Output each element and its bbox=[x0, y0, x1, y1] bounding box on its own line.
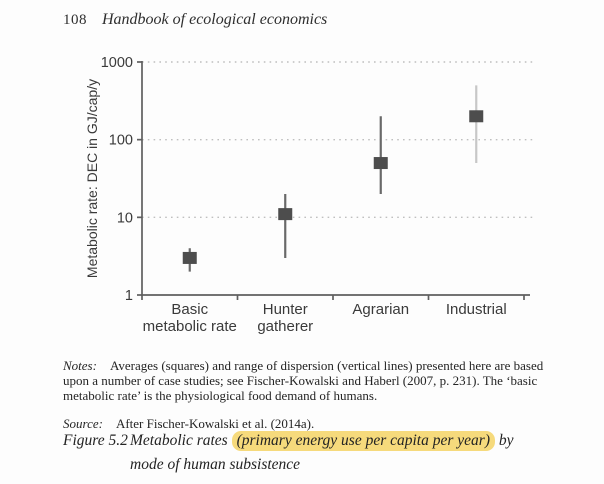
notes-line-1: Averages (squares) and range of dispersion (vertical lines) presented here are based bbox=[109, 358, 544, 373]
caption-line-2: mode of human subsistence bbox=[130, 455, 301, 473]
caption-text-after: by bbox=[494, 432, 514, 449]
source-text: After Fischer-Kowalski et al. (2014a). bbox=[115, 416, 315, 431]
figure-caption-label: Figure 5.2 bbox=[63, 432, 128, 449]
y-tick-label: 1000 bbox=[100, 54, 133, 71]
notes-line-3: metabolic rate’ is the physiological food demand of humans. bbox=[63, 387, 378, 403]
y-axis-title: Metabolic rate: DEC in GJ/cap/y bbox=[84, 78, 100, 279]
average-marker bbox=[183, 252, 197, 264]
average-marker bbox=[278, 208, 292, 220]
figure-notes bbox=[63, 359, 563, 404]
x-category-label: Hunter gatherer bbox=[257, 301, 314, 335]
figure-caption-text bbox=[130, 429, 514, 476]
notes-label: Notes: bbox=[63, 358, 97, 373]
average-marker bbox=[469, 110, 483, 122]
notes-line-2: upon a number of case studies; see Fischer-Kowalski and Haberl (2007, p. 231). The ‘basic bbox=[63, 372, 538, 388]
y-tick-label: 1 bbox=[124, 288, 133, 304]
caption-highlight: (primary energy use per capita per year) bbox=[232, 431, 495, 451]
figure-caption bbox=[63, 429, 514, 476]
source-label: Source: bbox=[63, 416, 103, 431]
x-category-label: Industrial bbox=[445, 301, 507, 318]
running-title: Handbook of ecological economics bbox=[102, 11, 328, 28]
y-tick-label: 100 bbox=[108, 132, 133, 149]
x-category-label: Basic metabolic rate bbox=[142, 301, 237, 335]
average-marker bbox=[374, 157, 388, 169]
y-tick-label: 10 bbox=[116, 210, 133, 227]
caption-text-before: Metabolic rates bbox=[130, 432, 232, 449]
x-category-label: Agrarian bbox=[352, 301, 410, 318]
page-number: 108 bbox=[63, 12, 87, 28]
